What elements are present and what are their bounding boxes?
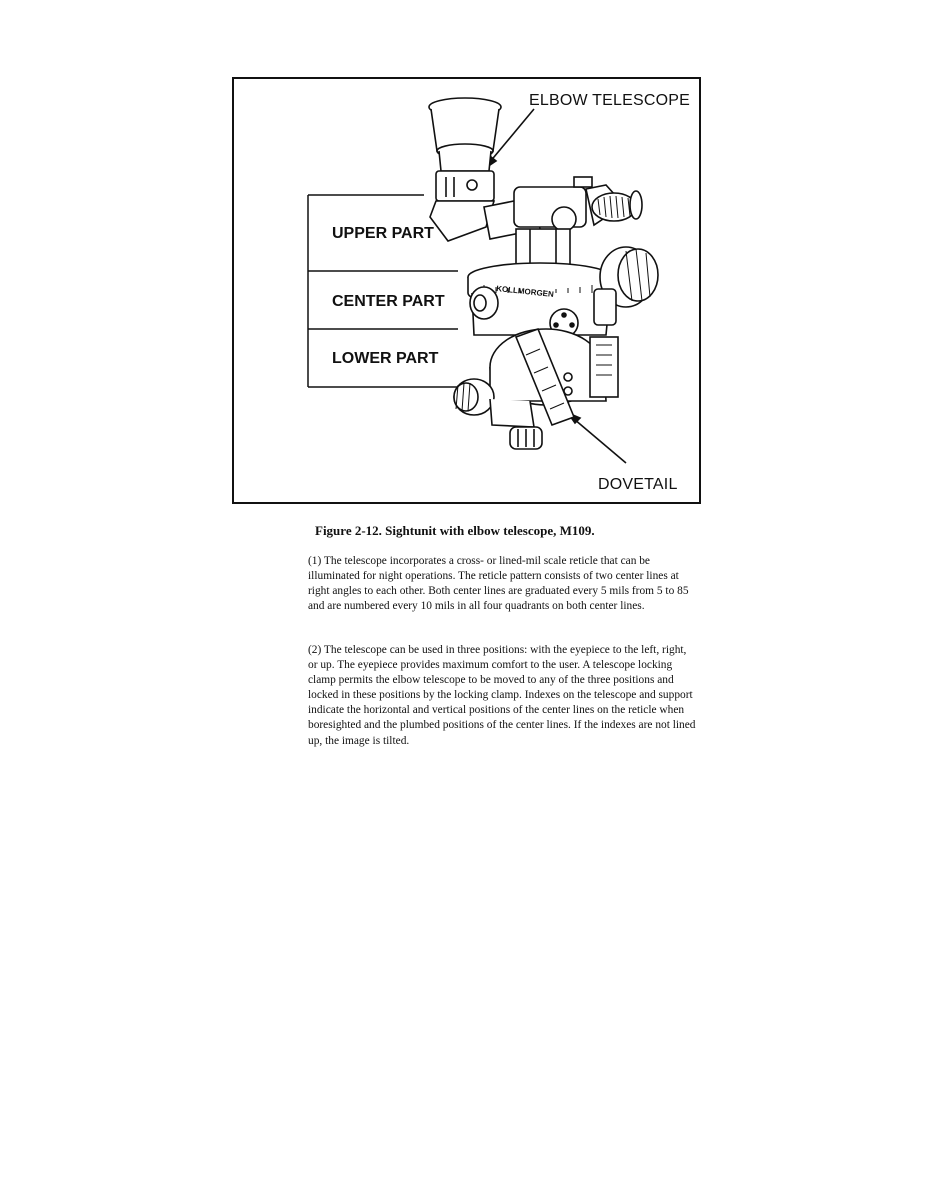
elbow-telescope-label: ELBOW TELESCOPE: [529, 92, 690, 109]
center-part-label: CENTER PART: [332, 293, 445, 310]
figure-caption: Figure 2-12. Sightunit with elbow telescope, M109.: [315, 523, 595, 538]
lower-side-block: [590, 337, 618, 397]
elbow-body: [436, 171, 494, 201]
paragraph-1: (1) The telescope incorporates a cross- or lined-mil scale reticle that can be illuminated for night operations. The reticle pattern consists of two center lines at right angles to each other. Both center lines are graduated every 5 mils from 5 to 85 and are numbered every 10 mils in all four quadrants on both center lines.: [308, 555, 689, 613]
paragraph-2: (2) The telescope can be used in three positions: with the eyepiece to the left, right, or up. The eyepiece provides maximum comfort to the user. A telescope locking clamp permits the elbow telescope to be moved to any of the three positions and locked in these positions by the locking clamp. Indexes on the telescope and support indicate the horizontal and vertical positions of the center lines on the reticle when boresighted and the plumbed positions of the center lines. If the indexes are not lined up, the image is tilted.: [308, 644, 696, 747]
upper-part-label: UPPER PART: [332, 225, 434, 242]
lower-part-label: LOWER PART: [332, 350, 439, 367]
device-marking: KOLLMORGEN: [495, 284, 555, 300]
figure-frame: [232, 77, 701, 504]
dovetail-label: DOVETAIL: [598, 476, 678, 493]
dovetail-leader: [574, 419, 626, 463]
sightunit-illustration: [234, 79, 699, 502]
sightunit-drawing: [429, 98, 658, 449]
